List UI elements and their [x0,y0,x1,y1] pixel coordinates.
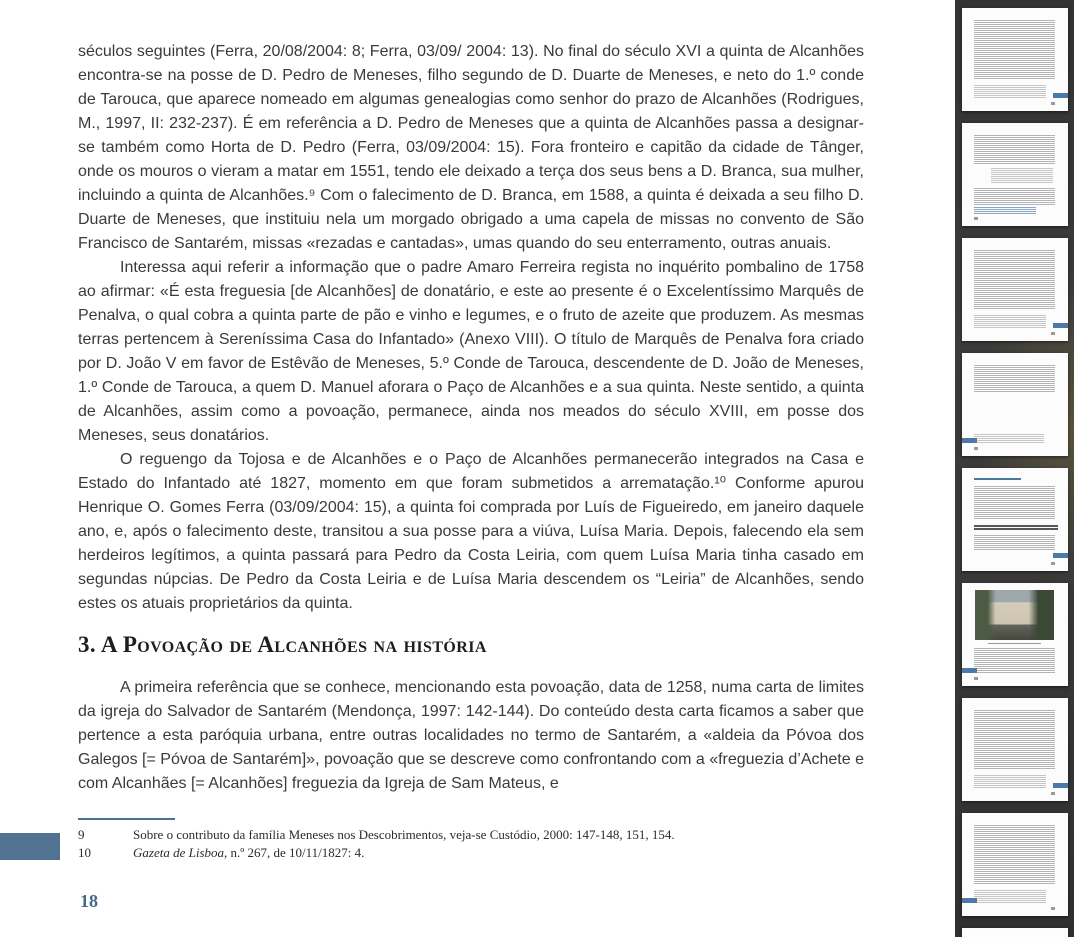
thumbnail-page-number [1051,102,1055,105]
thumbnail-accent-bar [962,898,977,903]
thumbnail-page-number [974,447,978,450]
paragraph: O reguengo da Tojosa e de Alcanhões e o Paço de Alcanhões permanecerão integrados na Casa e Estado do Infantado até 1827, momento em que foram submetidos a arrematação.¹⁰ Conforme apurou Henrique O. Gomes Ferra (03/09/2004: 15), a quinta foi comprada por Luís de Figueiredo, em janeiro daquele ano, e, após o falecimento deste, transitou a sua posse para a viúva, Luísa Maria. Depois, falecendo ela sem herdeiros legítimos, a quinta passará para Pedro da Costa Leiria, com quem Luísa Maria tinha casado em segundas núpcias. De Pedro da Costa Leiria e de Luísa Maria descendem os “Leiria” de Alcanhões, sendo estes os atuais proprietários da quinta. [78,451,864,612]
thumbnail-sidebar[interactable] [955,0,1074,937]
thumbnail-text-lines [974,20,1055,80]
thumbnail-list [955,0,1074,937]
thumbnail-footnote-lines [974,890,1046,903]
thumbnail-accent-bar [1053,553,1068,558]
thumbnail-text-lines [974,135,1055,164]
thumbnail-text-lines [974,648,1055,674]
page-thumbnail[interactable] [962,928,1068,937]
footnotes [78,818,864,862]
thumbnail-accent-bar [1053,783,1068,788]
footnote-separator [78,818,175,820]
thumbnail-page-number [1051,907,1055,910]
footnote [78,844,864,862]
document-body-text [78,40,864,822]
thumbnail-footnote-lines [974,315,1046,328]
footnote-text: Gazeta de Lisboa, n.º 267, de 10/11/1827: 4. [133,845,365,860]
thumbnail-text-lines [974,188,1055,206]
thumbnail-blue-heading [974,478,1021,480]
thumbnail-page-number [1051,332,1055,335]
paragraph: séculos seguintes (Ferra, 20/08/2004: 8; Ferra, 03/09/ 2004: 13). No final do século XVI a quinta de Alcanhões encontra-se na posse de D. Pedro de Meneses, filho segundo de D. Duarte de Meneses, e neto do 1.º conde de Tarouca, que aparece nomeado em algumas genealogias como senhor do prazo de Alcanhões (Rodrigues, M., 1997, II: 232-237). É em referência a D. Pedro de Meneses que a quinta de Alcanhões passa a designar-se também como Horta de D. Pedro (Ferra, 03/09/2004: 15). Fora fronteiro e capitão da cidade de Tânger, onde os mouros o vieram a matar em 1551, tendo ele deixado a terça dos seus bens a D. Branca, sua mulher, incluindo a quinta de Alcanhões.⁹ Com o falecimento de D. Branca, em 1588, a quinta é deixada a seu filho D. Duarte de Meneses, que instituiu nela um morgado obrigado a uma capela de missas no convento de São Francisco de Santarém, missas «rezadas e cantadas», umas quando do seu enterramento, outras anuais. [78,43,864,252]
page-thumbnail[interactable] [962,8,1068,111]
page-thumbnail[interactable] [962,123,1068,226]
thumbnail-text-lines [974,710,1055,770]
thumbnail-photo [975,590,1053,639]
page-thumbnail[interactable] [962,353,1068,456]
footnote [78,826,864,844]
thumbnail-text-lines [974,535,1055,551]
footnote-text: Sobre o contributo da família Meneses nos Descobrimentos, veja-se Custódio, 2000: 147-148, 151, 154. [133,827,675,842]
thumbnail-text-lines [974,250,1055,310]
footnote-number: 9 [78,827,85,842]
thumbnail-accent-bar [1053,323,1068,328]
thumbnail-footnote-lines [974,434,1044,443]
page-thumbnail[interactable] [962,238,1068,341]
thumbnail-accent-bar [1053,93,1068,98]
footnote-number: 10 [78,845,91,860]
thumbnail-quote-lines [991,168,1053,183]
page-edge-accent-bar [0,833,60,860]
thumbnail-page-number [974,677,978,680]
paragraph: Interessa aqui referir a informação que o padre Amaro Ferreira regista no inquérito pombalino de 1758 ao afirmar: «É esta freguesia [de Alcanhões] de donatário, e este ao presente é o Excelentíssimo Marquês de Penalva, o qual cobra a quinta parte de pão e vinho e legumes, e o fruto de azeite que produzem. As mesmas terras pertencem à Sereníssima Casa do Infantado» (Anexo VIII). O título de Marquês de Penalva fora criado por D. João V em favor de Estêvão de Meneses, 5.º Conde de Tarouca, descendente de D. João de Meneses, 1.º Conde de Tarouca, a quem D. Manuel aforara o Paço de Alcanhões e a sua quinta. Neste sentido, a quinta de Alcanhões, assim como a povoação, permanece, ainda nos meados do século XVIII, em posse dos Meneses, seus donatários. [78,259,864,444]
paragraph: A primeira referência que se conhece, mencionando esta povoação, data de 1258, numa carta de limites da igreja do Salvador de Santarém (Mendonça, 1997: 142-144). Do conteúdo desta carta ficamos a saber que pertence a esta paróquia urbana, entre outras localidades no termo de Santarém, a «aldeia da Póvoa dos Galegos [= Póvoa de Santarém]», povoação que se descreve como confrontando com a «freguezia d’Achete e com Alcanhães [= Alcanhões] freguezia da Igreja de Sam Mateus, e [78,679,864,792]
page-thumbnail[interactable] [962,698,1068,801]
thumbnail-accent-bar [962,438,977,443]
thumbnail-page-number [1051,562,1055,565]
page-thumbnail[interactable] [962,468,1068,571]
thumbnail-reference-lines [974,207,1035,213]
page-number: 18 [80,891,98,911]
thumbnail-footnote-lines [974,85,1046,98]
thumbnail-text-lines [974,486,1055,520]
thumbnail-footnote-lines [974,775,1046,788]
page-thumbnail[interactable] [962,583,1068,686]
thumbnail-accent-bar [962,668,977,673]
thumbnail-page-number [974,217,978,220]
thumbnail-text-lines [974,825,1055,885]
thumbnail-caption-line [988,643,1041,644]
thumbnail-text-lines [974,365,1055,392]
section-heading: 3. A Povoação de Alcanhões na história [78,632,487,657]
page-thumbnail[interactable] [962,813,1068,916]
thumbnail-subheading [974,525,1058,530]
thumbnail-page-number [1051,792,1055,795]
